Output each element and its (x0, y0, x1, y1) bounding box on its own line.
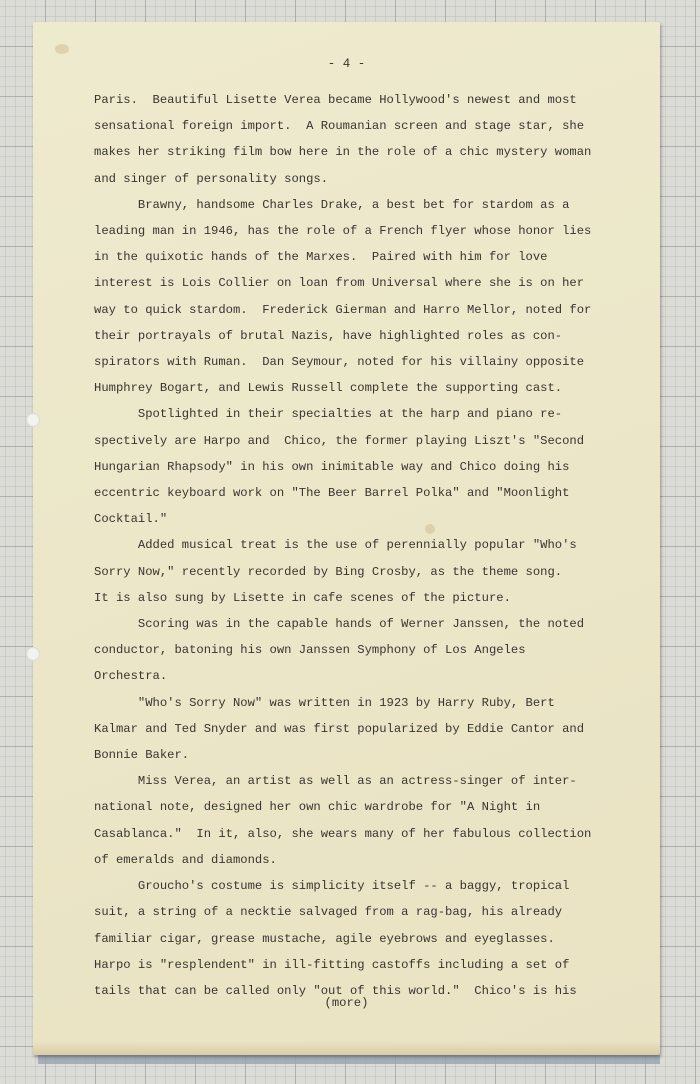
text-line: tails that can be called only "out of this world." Chico's is his (94, 983, 577, 998)
text-line: spectively are Harpo and Chico, the former playing Liszt's "Second (94, 433, 585, 448)
text-line: Bonnie Baker. (94, 748, 190, 763)
text-line: of emeralds and diamonds. (94, 852, 277, 867)
text-line: Orchestra. (94, 669, 168, 684)
text-line: Hungarian Rhapsody" in his own inimitable way and Chico doing his (94, 459, 570, 474)
text-line: Groucho's costume is simplicity itself -- a baggy, tropical (94, 879, 570, 894)
typewritten-page (33, 22, 660, 1055)
text-line: Miss Verea, an artist as well as an actress-singer of inter- (94, 774, 577, 789)
text-line: Scoring was in the capable hands of Werner Janssen, the noted (94, 617, 585, 632)
text-line: in the quixotic hands of the Marxes. Paired with him for love (94, 250, 548, 265)
text-line: Paris. Beautiful Lisette Verea became Hollywood's newest and most (94, 93, 577, 107)
text-line: makes her striking film bow here in the role of a chic mystery woman (94, 145, 592, 160)
text-line: It is also sung by Lisette in cafe scenes of the picture. (94, 590, 511, 605)
text-line: Casablanca." In it, also, she wears many of her fabulous collection (94, 826, 592, 841)
text-line: suit, a string of a necktie salvaged from a rag-bag, his already (94, 905, 563, 920)
text-line: "Who's Sorry Now" was written in 1923 by Harry Ruby, Bert (94, 695, 555, 710)
punch-hole-upper (26, 413, 40, 427)
text-line: Spotlighted in their specialties at the harp and piano re- (94, 407, 563, 422)
text-line: interest is Lois Collier on loan from Universal where she is on her (94, 276, 585, 291)
text-line: Kalmar and Ted Snyder and was first popularized by Eddie Cantor and (94, 721, 585, 736)
text-line: national note, designed her own chic wardrobe for "A Night in (94, 800, 541, 815)
text-line: Brawny, handsome Charles Drake, a best bet for stardom as a (94, 197, 570, 212)
text-line: sensational foreign import. A Roumanian screen and stage star, she (94, 119, 585, 134)
text-line: way to quick stardom. Frederick Gierman and Harro Mellor, noted for (94, 302, 592, 317)
continued-marker: (more) (324, 996, 369, 1010)
text-line: familiar cigar, grease mustache, agile eyebrows and eyeglasses. (94, 931, 555, 946)
text-line: leading man in 1946, has the role of a French flyer whose honor lies (94, 224, 592, 239)
corner-smudge (55, 44, 69, 54)
text-line: their portrayals of brutal Nazis, have highlighted roles as con- (94, 328, 563, 343)
body-text (94, 87, 649, 1004)
text-line: eccentric keyboard work on "The Beer Barrel Polka" and "Moonlight (94, 486, 570, 501)
page-number: - 4 - (327, 57, 366, 71)
text-line: Cocktail." (94, 512, 168, 527)
text-line: and singer of personality songs. (94, 171, 329, 186)
text-line: Harpo is "resplendent" in ill-fitting castoffs including a set of (94, 957, 570, 972)
text-line: Sorry Now," recently recorded by Bing Crosby, as the theme song. (94, 564, 563, 579)
text-line: Humphrey Bogart, and Lewis Russell complete the supporting cast. (94, 381, 563, 396)
text-line: Added musical treat is the use of perennially popular "Who's (94, 538, 577, 553)
text-line: conductor, batoning his own Janssen Symphony of Los Angeles (94, 643, 526, 658)
punch-hole-lower (26, 647, 40, 661)
text-line: spirators with Ruman. Dan Seymour, noted for his villainy opposite (94, 355, 585, 370)
